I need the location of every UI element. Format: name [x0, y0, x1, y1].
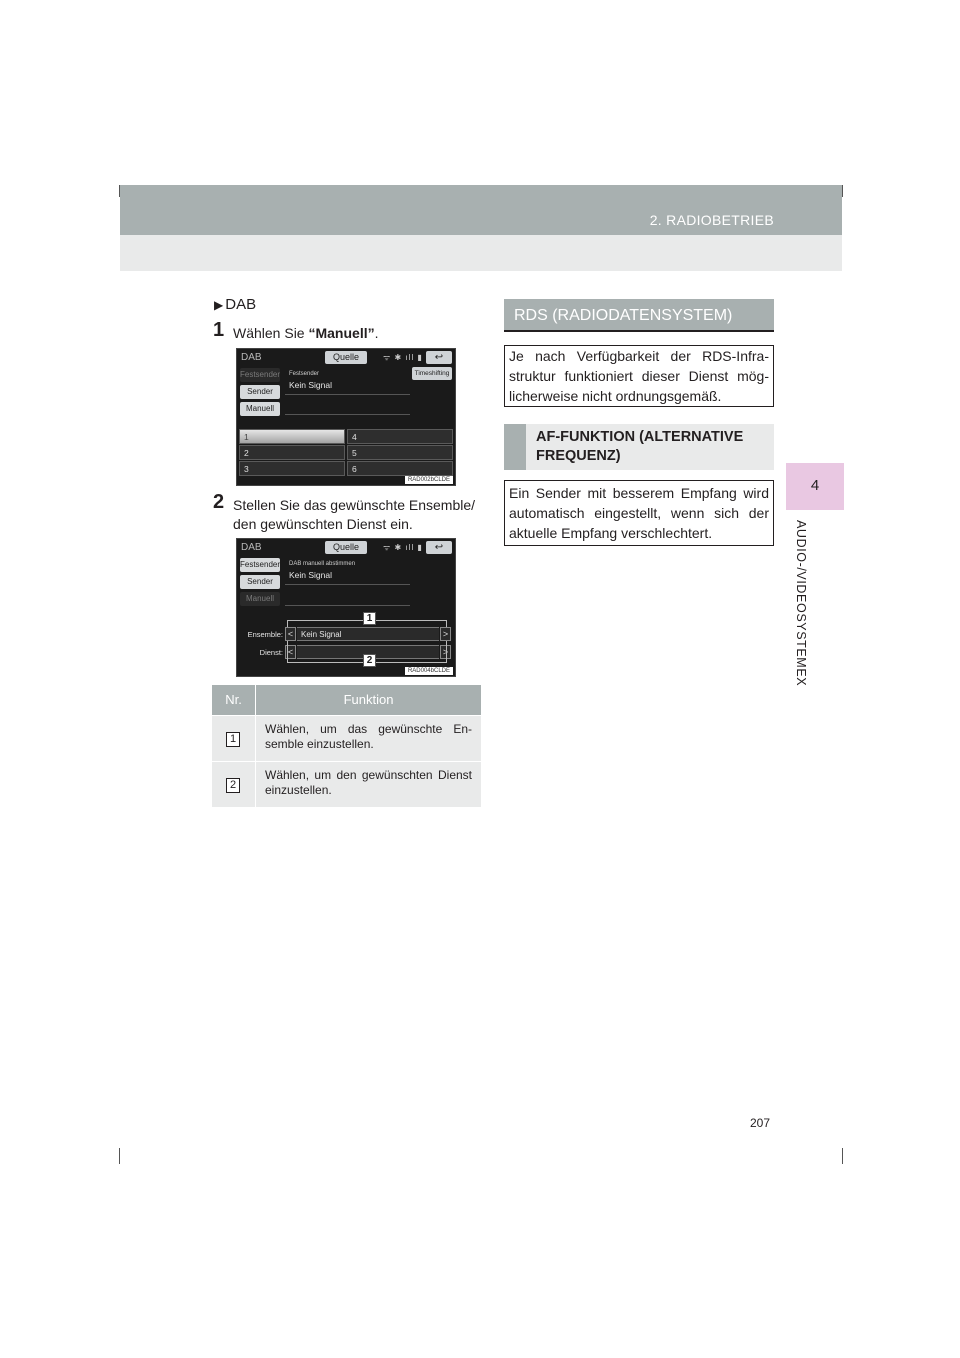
table-row	[212, 761, 481, 807]
info-label: Festsender	[289, 371, 320, 377]
table-row	[212, 715, 481, 761]
preset-1-button[interactable]: 1	[239, 429, 345, 444]
status-icons: ᯤ ✱ ıll ▮	[383, 543, 423, 552]
screen-title: DAB	[241, 352, 262, 363]
ensemble-value: Kein Signal	[297, 627, 439, 641]
preset-3-button[interactable]: 3	[239, 461, 345, 476]
section-marker	[214, 296, 256, 313]
screen-dab-manual	[236, 538, 456, 677]
ensemble-next-button[interactable]: >	[440, 627, 451, 641]
dienst-prev-button[interactable]: <	[285, 645, 296, 659]
image-code: RAD004bCLDE	[405, 667, 453, 675]
divider	[285, 605, 410, 606]
back-button[interactable]: ↩	[426, 541, 452, 554]
back-button[interactable]: ↩	[426, 351, 452, 364]
crop-mark	[842, 1148, 843, 1164]
chapter-number: 4	[810, 477, 820, 494]
column-header-nr: Nr.	[212, 685, 256, 715]
number-box: 1	[226, 732, 240, 747]
image-code: RAD002bCLDE	[405, 476, 453, 484]
chapter-side-label	[788, 520, 814, 700]
step-text-suffix: .	[374, 325, 379, 341]
step-text-bold: “Manuell”	[308, 325, 375, 341]
title-strip	[504, 424, 526, 470]
section-marker-label: DAB	[225, 296, 257, 313]
step-text	[233, 324, 495, 343]
page-header	[120, 185, 842, 271]
preset-tab-button[interactable]: Festsender	[240, 368, 280, 382]
number-box: 2	[226, 778, 240, 793]
step-number: 2	[213, 491, 225, 513]
manual-button[interactable]: Manuell	[240, 402, 280, 416]
row-function-text: Wählen, um das gewünschte En-semble einzustellen.	[265, 722, 472, 751]
dienst-next-button[interactable]: >	[440, 645, 451, 659]
preset-tab-button[interactable]: Festsender	[240, 558, 280, 572]
info-label: DAB manuell abstimmen	[289, 561, 356, 567]
table-header	[212, 685, 481, 715]
crop-mark	[119, 1148, 120, 1164]
af-title-text: AF-FUNKTION (ALTERNATIVE FREQUENZ)	[536, 429, 744, 464]
page-number: 207	[750, 1116, 771, 1130]
crop-mark	[842, 185, 843, 197]
rds-note-box: Je nach Verfügbarkeit der RDS-Infra-struktur funktioniert dieser Dienst mög-licherweise nicht ordnungsgemäß.	[504, 345, 774, 407]
manual-button[interactable]: Manuell	[240, 592, 280, 606]
divider	[285, 394, 410, 395]
sender-button[interactable]: Sender	[240, 575, 280, 589]
callout-1: 1	[363, 612, 376, 625]
signal-status: Kein Signal	[289, 380, 333, 390]
preset-6-button[interactable]: 6	[347, 461, 453, 476]
signal-status: Kein Signal	[289, 570, 333, 580]
triangle-bullet-icon: ▶	[214, 298, 224, 312]
column-header-function: Funktion	[343, 692, 394, 707]
divider	[285, 584, 410, 585]
step-number: 1	[213, 319, 225, 341]
af-note-box: Ein Sender mit besserem Empfang wird automatisch eingestellt, wenn sich der aktuelle Empfang verschlechtert.	[504, 480, 774, 546]
sender-button[interactable]: Sender	[240, 385, 280, 399]
ensemble-label: Ensemble:	[247, 630, 283, 639]
timeshift-button[interactable]: Timeshifting	[412, 367, 452, 380]
preset-2-button[interactable]: 2	[239, 445, 345, 460]
preset-5-button[interactable]: 5	[347, 445, 453, 460]
chapter-side-label-text: AUDIO-/VIDEOSYSTEMEX	[794, 520, 808, 687]
dienst-label: Dienst:	[259, 648, 283, 657]
ensemble-prev-button[interactable]: <	[285, 627, 296, 641]
function-table	[212, 685, 481, 807]
screen-dab-preset	[236, 348, 456, 486]
step-text: Stellen Sie das gewünschte Ensemble/ den gewünschten Dienst ein.	[233, 497, 476, 532]
chapter-tab	[786, 463, 844, 510]
chapter-title: 2. RADIOBETRIEB	[649, 212, 774, 228]
callout-2: 2	[363, 654, 376, 667]
preset-4-button[interactable]: 4	[347, 429, 453, 444]
screen-title: DAB	[241, 542, 262, 553]
status-icons: ᯤ ✱ ıll ▮	[383, 353, 423, 362]
divider	[285, 414, 410, 415]
row-function-text: Wählen, um den gewünschten Dienst einzustellen.	[265, 768, 472, 797]
rds-section-title: RDS (RADIODATENSYSTEM)	[504, 299, 774, 332]
header-bar	[120, 185, 842, 235]
row-number-cell	[212, 716, 256, 761]
source-button[interactable]: Quelle	[325, 541, 367, 554]
row-number-cell	[212, 762, 256, 807]
step-text-prefix: Wählen Sie	[233, 325, 309, 341]
af-section-title	[504, 424, 774, 470]
source-button[interactable]: Quelle	[325, 351, 367, 364]
